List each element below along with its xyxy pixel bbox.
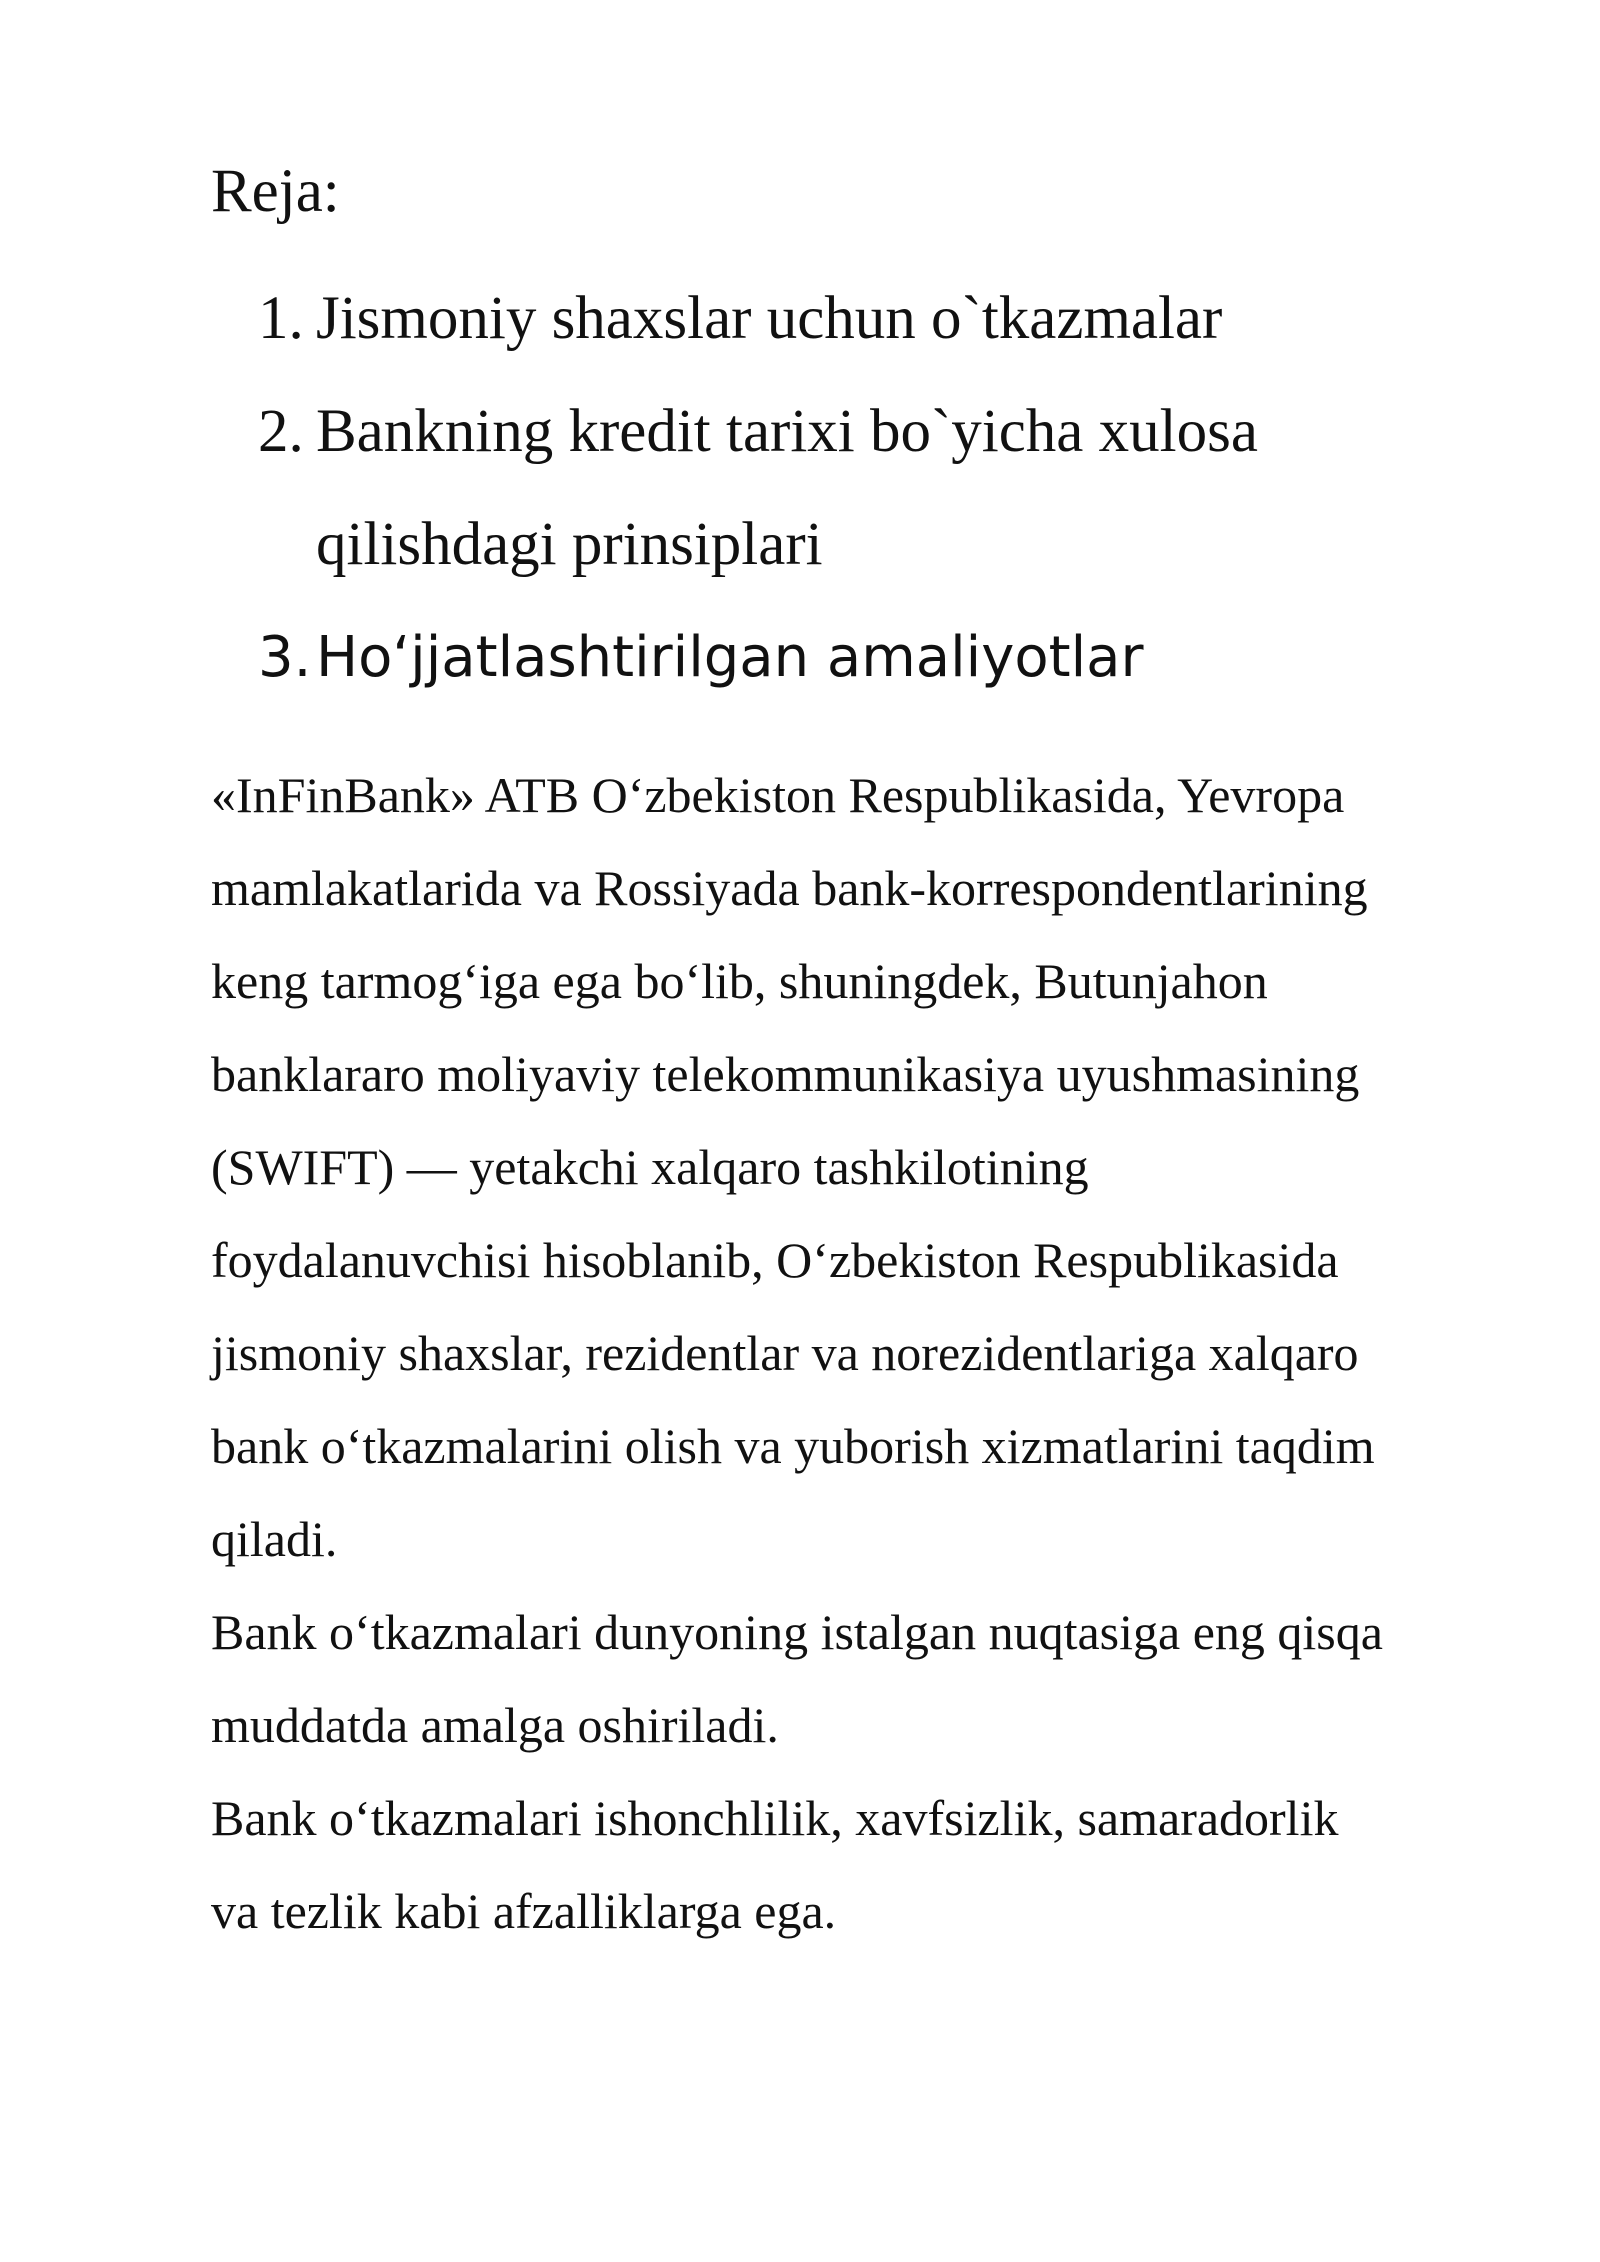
plan-item-number: 3. <box>258 625 312 690</box>
plan-item-text-line: qilishdagi prinsiplari <box>316 511 823 578</box>
paragraph-line: foydalanuvchisi hisoblanib, O‘zbekiston Respublikasida <box>211 1232 1339 1288</box>
paragraph-line: (SWIFT) — yetakchi xalqaro tashkilotining <box>211 1139 1089 1195</box>
paragraph-line: va tezlik kabi afzalliklarga ega. <box>211 1883 837 1939</box>
plan-heading: Reja: <box>211 158 340 225</box>
plan-item-text: Jismoniy shaxslar uchun o`tkazmalar <box>316 285 1223 352</box>
paragraph-line: mamlakatlarida va Rossiyada bank-korrespondentlarining <box>211 860 1368 916</box>
plan-item-number: 2. <box>258 398 304 465</box>
paragraph-line: «InFinBank» ATB O‘zbekiston Respublikasida, Yevropa <box>211 767 1345 823</box>
paragraph-swift-services <box>211 749 1511 1586</box>
plan-item-text-line: Bankning kredit tarixi bo`yicha xulosa <box>316 398 1258 465</box>
paragraph-line: bank o‘tkazmalarini olish va yuborish xizmatlarini taqdim <box>211 1418 1375 1474</box>
paragraph-transfer-speed <box>211 1586 1511 1772</box>
paragraph-line: muddatda amalga oshiriladi. <box>211 1697 779 1753</box>
plan-item-text: Ho‘jjatlashtirilgan amaliyotlar <box>316 625 1144 690</box>
body-text <box>211 749 1511 1958</box>
paragraph-line: jismoniy shaxslar, rezidentlar va norezidentlariga xalqaro <box>211 1325 1359 1381</box>
paragraph-line: qiladi. <box>211 1511 338 1567</box>
plan-item-3 <box>258 601 1458 714</box>
paragraph-line: Bank o‘tkazmalari dunyoning istalgan nuqtasiga eng qisqa <box>211 1604 1383 1660</box>
plan-item-number: 1. <box>258 285 304 352</box>
paragraph-line: banklararo moliyaviy telekommunikasiya uyushmasining <box>211 1046 1360 1102</box>
plan-item-2 <box>258 375 1458 601</box>
paragraph-line: Bank o‘tkazmalari ishonchlilik, xavfsizlik, samaradorlik <box>211 1790 1339 1846</box>
plan-item-1 <box>258 262 1458 375</box>
paragraph-transfer-advantages <box>211 1772 1511 1958</box>
paragraph-line: keng tarmog‘iga ega bo‘lib, shuningdek, Butunjahon <box>211 953 1268 1009</box>
plan-list <box>258 262 1458 714</box>
